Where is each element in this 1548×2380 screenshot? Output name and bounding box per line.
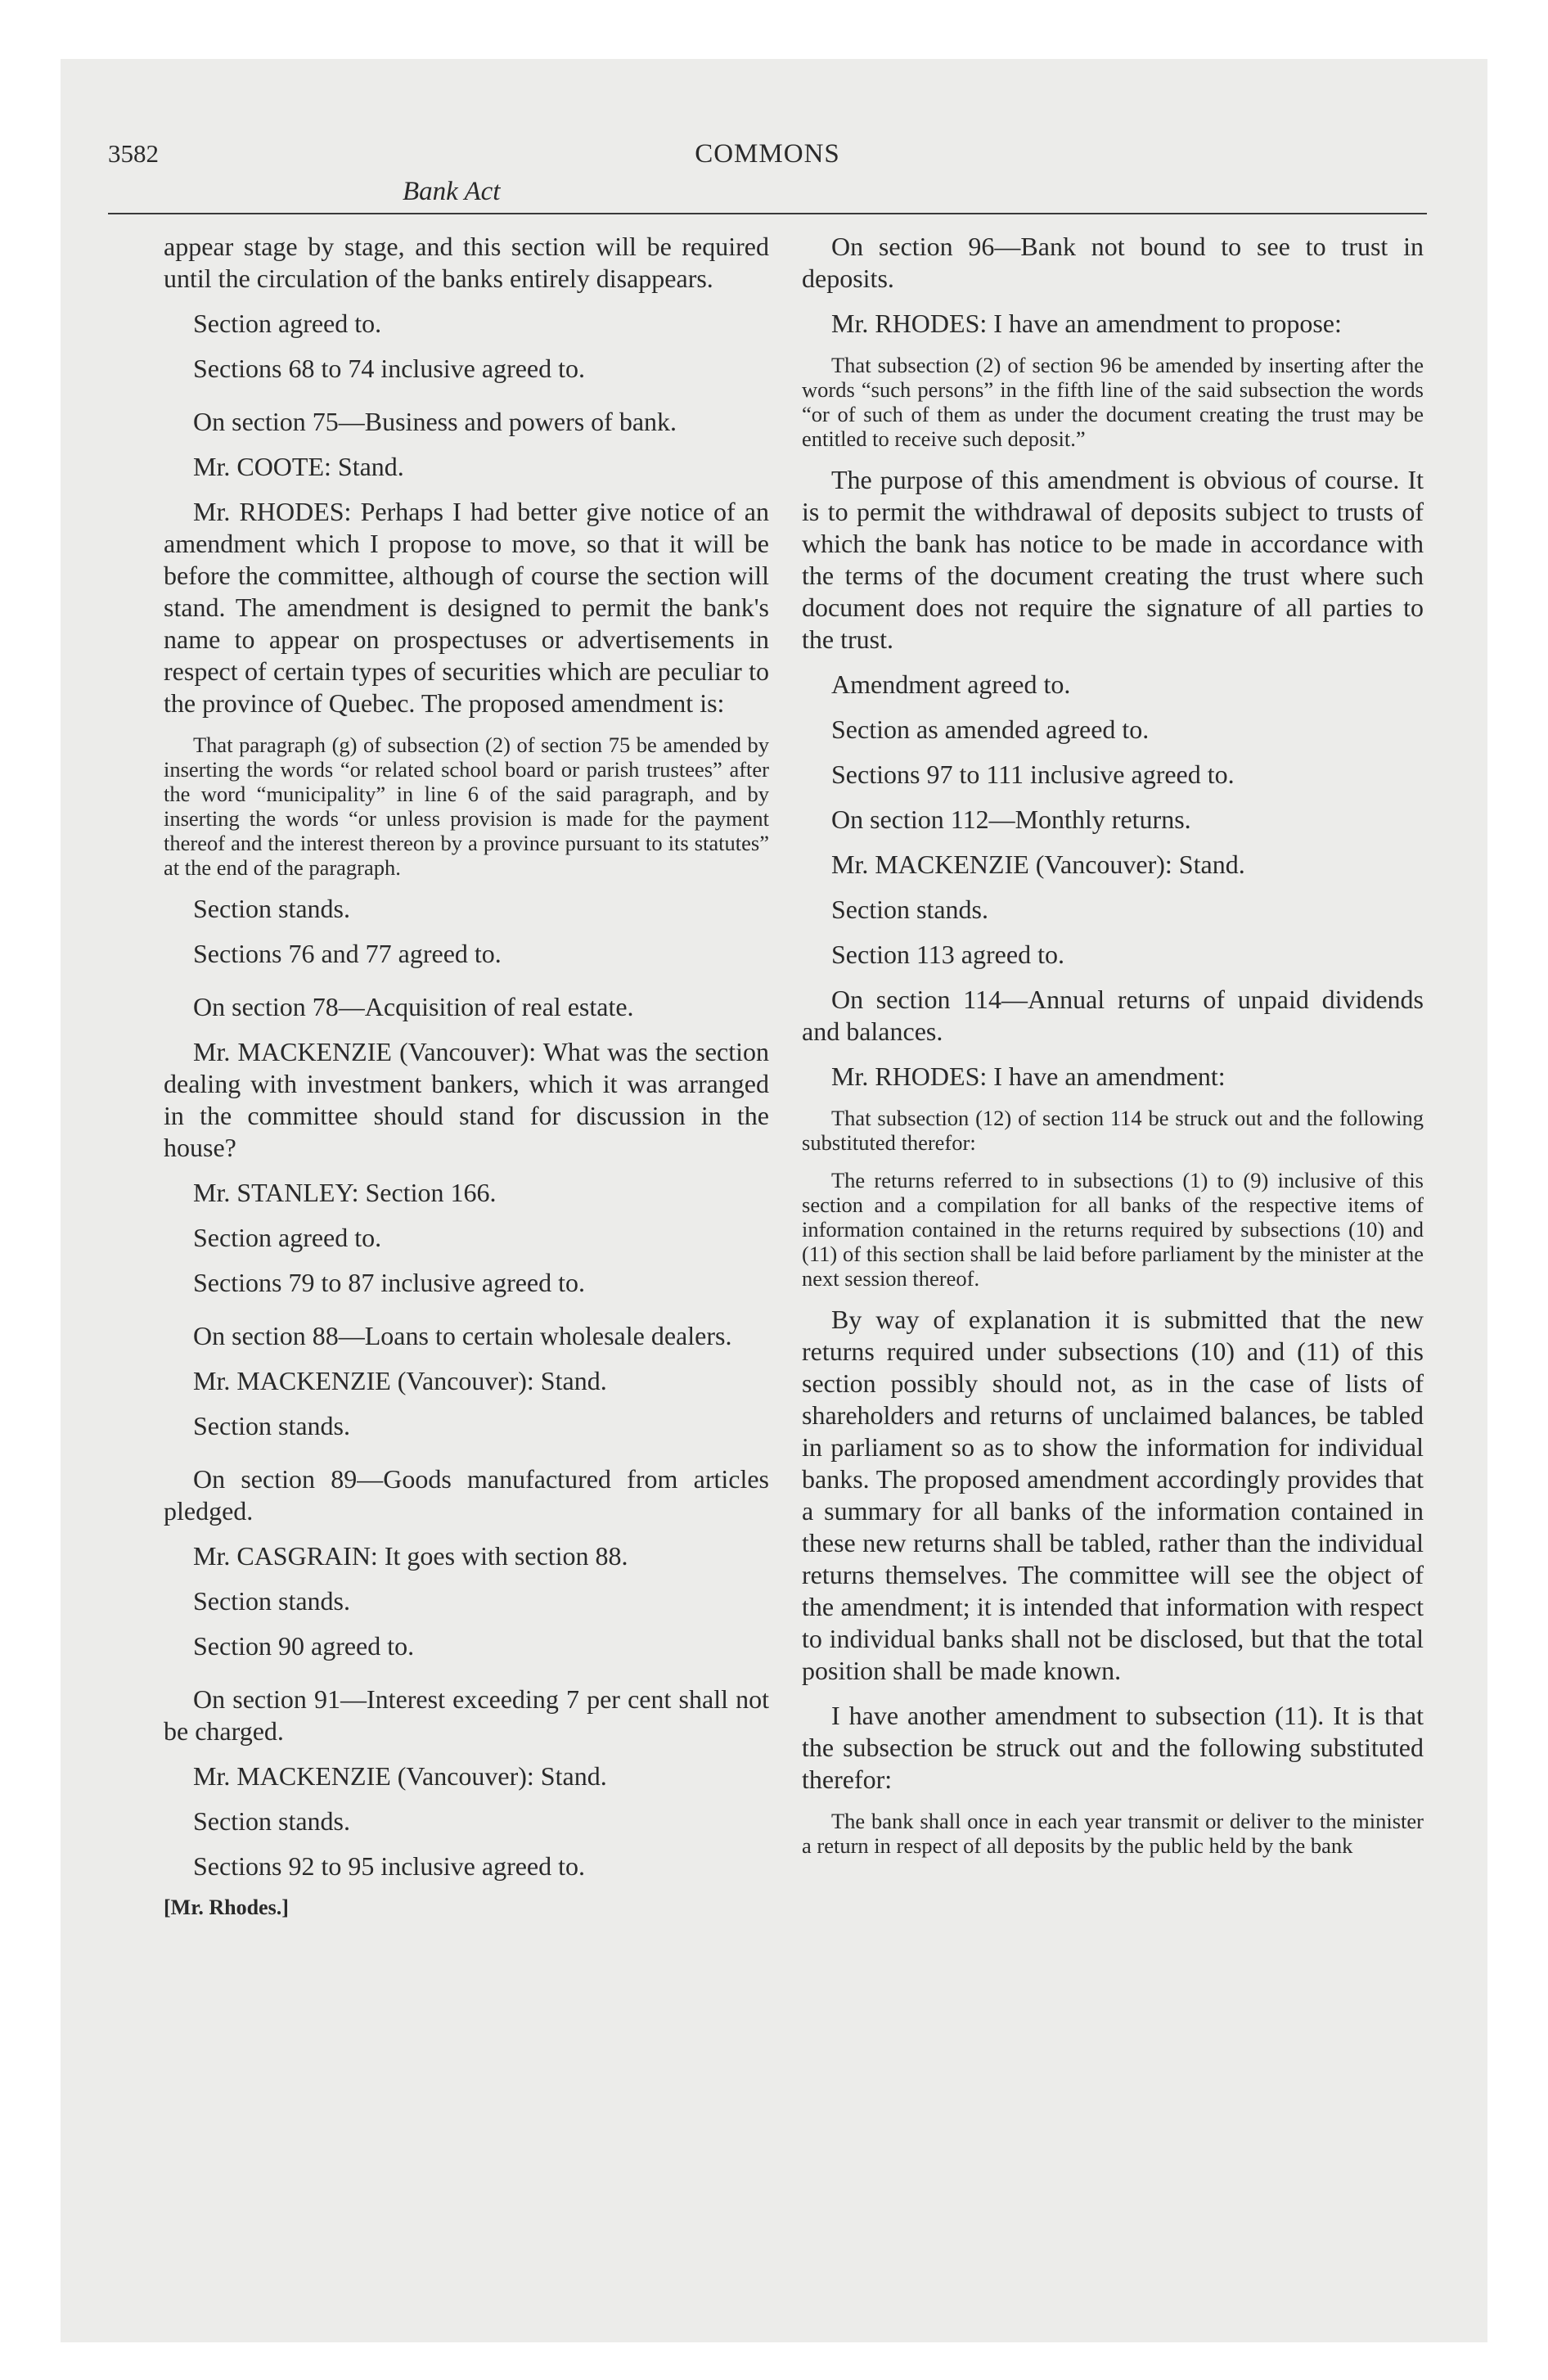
section-heading: On section 88—Loans to certain wholesale dealers. [193, 1321, 732, 1350]
quoted-amendment: The returns referred to in subsections (1) to (9) inclusive of this section and a compilation for all banks of the respective items of information contained in the returns required by subsections (10) and (11) of this section shall be laid before parliament by the minister at the next session thereof. [802, 1168, 1424, 1291]
speaker-footer-tag: [Mr. Rhodes.] [164, 1895, 289, 1919]
speaker-paragraph: Mr. RHODES: Perhaps I had better give notice of an amendment which I propose to move, so that it will be before the committee, although of course the section will stand. The amendment is designed to permit the bank's name to appear on prospectuses or advertisements in respect of certain types of securities which are peculiar to the province of Quebec. The proposed amendment is: [164, 497, 769, 718]
page-header [108, 139, 1427, 221]
section-heading: On section 96—Bank not bound to see to trust in deposits. [802, 232, 1424, 293]
section-heading: On section 114—Annual returns of unpaid dividends and balances. [802, 985, 1424, 1046]
paragraph: Sections 79 to 87 inclusive agreed to. [193, 1268, 586, 1297]
paragraph: Sections 97 to 111 inclusive agreed to. [831, 760, 1235, 789]
paragraph: Section stands. [193, 1806, 350, 1836]
speaker-line: Mr. RHODES: I have an amendment: [831, 1062, 1226, 1091]
paragraph: Sections 68 to 74 inclusive agreed to. [193, 354, 586, 383]
paragraph: Section agreed to. [193, 309, 382, 338]
left-column [164, 231, 769, 1920]
speaker-line: Mr. MACKENZIE (Vancouver): Stand. [831, 850, 1245, 879]
paragraph: Section agreed to. [193, 1223, 382, 1252]
speaker-line: Mr. MACKENZIE (Vancouver): Stand. [193, 1761, 607, 1791]
paragraph: Section stands. [193, 1411, 350, 1440]
quoted-amendment: That subsection (12) of section 114 be struck out and the following substituted therefor: [802, 1106, 1424, 1155]
speaker-line: Mr. COOTE: Stand. [193, 452, 404, 481]
paragraph: Section stands. [193, 894, 350, 923]
paragraph: Sections 76 and 77 agreed to. [193, 939, 502, 968]
paragraph: appear stage by stage, and this section will be required until the circulation of the banks entirely disappears. [164, 232, 769, 293]
paragraph: Section 90 agreed to. [193, 1631, 415, 1661]
section-heading: On section 112—Monthly returns. [831, 805, 1191, 834]
speaker-line: Mr. RHODES: I have an amendment to propose: [831, 309, 1342, 338]
right-column [802, 231, 1424, 1871]
speaker-line: Mr. CASGRAIN: It goes with section 88. [193, 1541, 628, 1571]
quoted-amendment: That paragraph (g) of subsection (2) of section 75 be amended by inserting the words “or related school board or parish trustees” after the word “municipality” in line 6 of the said paragraph, and by inserting the words “or unless provision is made for the payment thereof and the interest thereon by a province pursuant to its statutes” at the end of the paragraph. [164, 732, 769, 880]
speaker-line: Mr. STANLEY: Section 166. [193, 1178, 497, 1207]
quoted-amendment: That subsection (2) of section 96 be amended by inserting after the words “such persons” in the fifth line of the said subsection the words “or of such of them as under the document creating the trust may be entitled to receive such deposit.” [802, 353, 1424, 451]
paragraph: Sections 92 to 95 inclusive agreed to. [193, 1851, 586, 1881]
paragraph: Section 113 agreed to. [831, 940, 1064, 969]
paragraph: The purpose of this amendment is obvious of course. It is to permit the withdrawal of deposits subject to trusts of which the bank has notice to be made in accordance with the terms of the document creating the trust where such document does not require the signature of all parties to the trust. [802, 465, 1424, 654]
paragraph: I have another amendment to subsection (11). It is that the subsection be struck out and the following substituted therefor: [802, 1701, 1424, 1794]
speaker-line: Mr. MACKENZIE (Vancouver): Stand. [193, 1366, 607, 1395]
paragraph: Section as amended agreed to. [831, 714, 1150, 744]
quoted-amendment: The bank shall once in each year transmit or deliver to the minister a return in respect of all deposits by the public held by the bank [802, 1809, 1424, 1858]
paragraph: By way of explanation it is submitted that the new returns required under subsections (10) and (11) of this section possibly should not, as in the case of lists of shareholders and returns of unclaimed balances, be tabled in parliament so as to show the information for individual banks. The proposed amendment accordingly provides that a summary for all banks of the information contained in these new returns shall be tabled, rather than the individual returns themselves. The committee will see the object of the amendment; it is intended that information with respect to individual banks shall not be disclosed, but that the total position shall be made known. [802, 1305, 1424, 1685]
section-heading: On section 89—Goods manufactured from articles pledged. [164, 1464, 769, 1526]
section-heading: On section 75—Business and powers of bank. [193, 407, 677, 436]
section-heading: On section 78—Acquisition of real estate. [193, 992, 634, 1021]
speaker-paragraph: Mr. MACKENZIE (Vancouver): What was the section dealing with investment bankers, which it was arranged in the committee should stand for discussion in the house? [164, 1037, 769, 1162]
paragraph: Section stands. [193, 1586, 350, 1616]
journal-title: COMMONS [695, 139, 840, 169]
section-heading: On section 91—Interest exceeding 7 per cent shall not be charged. [164, 1684, 769, 1746]
paragraph: Section stands. [831, 895, 988, 924]
page-number: 3582 [108, 139, 159, 168]
paragraph: Amendment agreed to. [831, 669, 1071, 699]
header-rule [108, 213, 1427, 214]
running-head: Bank Act [403, 177, 501, 206]
